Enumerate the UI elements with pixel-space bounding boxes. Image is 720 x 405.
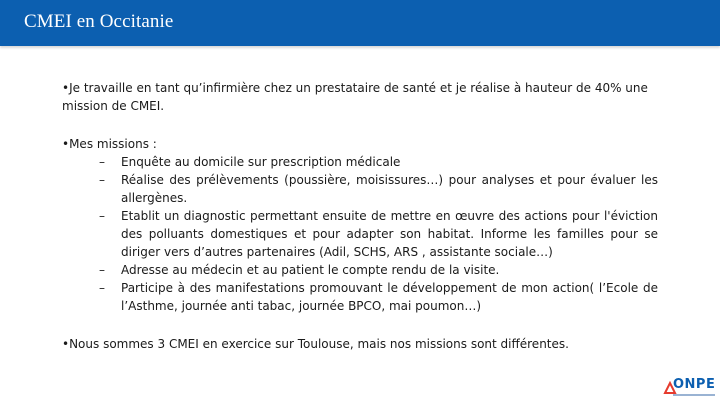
mission-text: Adresse au médecin et au patient le compte rendu de la visite.: [121, 263, 500, 277]
dash-bullet: –: [99, 155, 105, 169]
dash-bullet: –: [99, 209, 105, 223]
logo-underline: [673, 394, 715, 396]
mission-text: Participe à des manifestations promouvant le développement de mon action( l’Ecole de l’Asthme, journée anti tabac, journée BPCO, mai poumon…): [121, 281, 658, 313]
missions-list: [62, 153, 658, 315]
logo-text: ONPE: [673, 377, 716, 392]
intro-paragraph: •Je travaille en tant qu’infirmière chez un prestataire de santé et je réalise à hauteur de 40% une mission de CMEI.: [62, 81, 648, 113]
list-item: [62, 171, 658, 207]
onpe-logo: [659, 377, 719, 401]
list-item: [62, 261, 658, 279]
missions-heading: •Mes missions :: [62, 137, 157, 151]
dash-bullet: –: [99, 281, 105, 295]
dash-bullet: –: [99, 173, 105, 187]
mission-text: Réalise des prélèvements (poussière, moisissures…) pour analyses et pour évaluer les allergènes.: [121, 173, 658, 205]
header-bar: [0, 0, 720, 46]
closing-paragraph: •Nous sommes 3 CMEI en exercice sur Toulouse, mais nos missions sont différentes.: [62, 337, 569, 351]
spacer: [62, 115, 658, 135]
mission-text: Etablit un diagnostic permettant ensuite de mettre en œuvre des actions pour l'éviction des polluants domestiques et pour adapter son habitat. Informe les familles pour se diriger vers d’autres partenaires (Adil, SCHS, ARS , assistante sociale…): [121, 209, 658, 259]
slide-content: [62, 79, 658, 353]
list-item: [62, 153, 658, 171]
dash-bullet: –: [99, 263, 105, 277]
page-title: CMEI en Occitanie: [24, 11, 174, 32]
list-item: [62, 279, 658, 315]
mission-text: Enquête au domicile sur prescription médicale: [121, 155, 401, 169]
spacer: [62, 315, 658, 335]
list-item: [62, 207, 658, 261]
